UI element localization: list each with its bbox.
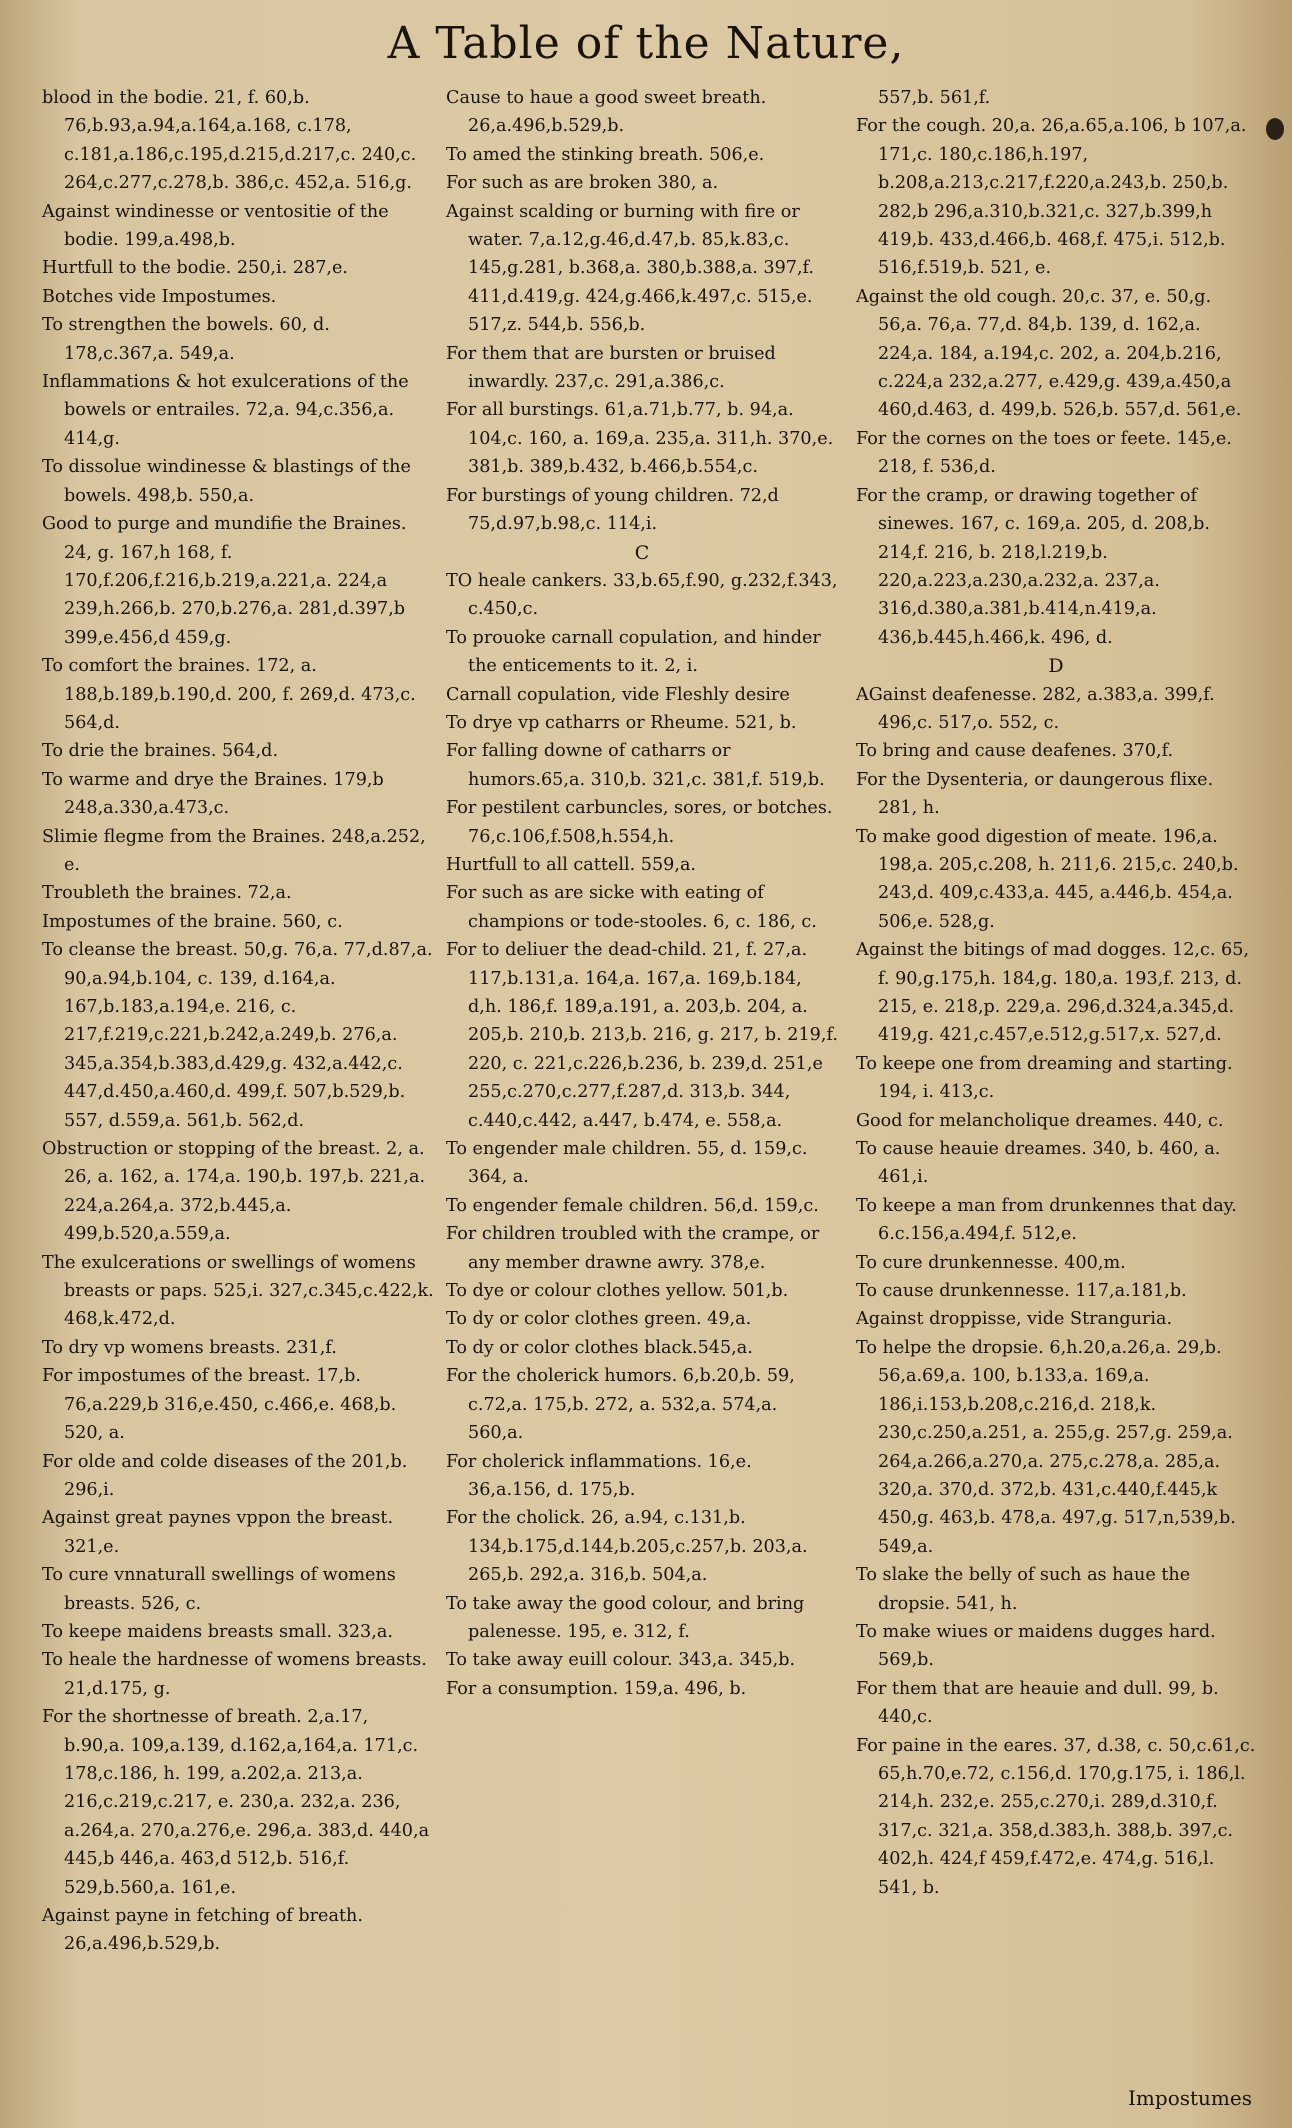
index-entry: To bring and cause deafenes. 370,f. <box>856 741 1174 762</box>
index-entry: For pestilent carbuncles, sores, or botches. 76,c.106,f.508,h.554,h. <box>446 798 833 847</box>
index-entry: For the cholerick humors. 6,b.20,b. 59, c.72,a. 175,b. 272, a. 532,a. 574,a. 560,a. <box>446 1366 795 1444</box>
index-entry: Against the bitings of mad dogges. 12,c. 65, f. 90,g.175,h. 184,g. 180,a. 193,f. 213, d. 215, e. 218,p. 229,a. 296,d.324,a.345,d. 419,g. 421,c.457,e.512,g.517,x. 527,d. <box>856 940 1250 1046</box>
index-entry: The exulcerations or swellings of womens breasts or paps. 525,i. 327,c.345,c.422,k. 468,k.472,d. <box>42 1252 434 1330</box>
index-entry: To dy or color clothes black.545,a. <box>446 1337 753 1358</box>
index-entry: To cause drunkennesse. 117,a.181,b. <box>856 1281 1187 1302</box>
index-entry: Hurtfull to all cattell. 559,a. <box>446 854 697 875</box>
index-entry: To prouoke carnall copulation, and hinder the enticements to it. 2, i. <box>446 627 821 677</box>
index-entry: Against payne in fetching of breath. 26,a.496,b.529,b. <box>42 1906 363 1955</box>
index-entry: To engender female children. 56,d. 159,c. <box>446 1195 819 1216</box>
index-entry: Against droppisse, vide Stranguria. <box>856 1309 1173 1330</box>
index-entry: To dry vp womens breasts. 231,f. <box>42 1337 337 1358</box>
index-entry: Inflammations & hot exulcerations of the bowels or entrailes. 72,a. 94,c.356,a. 414,g. <box>42 372 409 449</box>
index-entry: For cholerick inflammations. 16,e. 36,a.156, d. 175,b. <box>446 1451 752 1500</box>
index-entry: For olde and colde diseases of the 201,b. 296,i. <box>42 1451 408 1500</box>
index-entry: For all burstings. 61,a.71,b.77, b. 94,a. 104,c. 160, a. 169,a. 235,a. 311,h. 370,e. 381,b. 389,b.432, b.466,b.554,c. <box>446 400 834 478</box>
index-entry: To engender male children. 55, d. 159,c. 364, a. <box>446 1139 808 1188</box>
index-entry: To warme and drye the Braines. 179,b 248,a.330,a.473,c. <box>42 769 384 819</box>
index-entry: Against scalding or burning with fire or water. 7,a.12,g.46,d.47,b. 85,k.83,c. 145,g.281, b.368,a. 380,b.388,a. 397,f. 411,d.419,g. 424,g.466,k.497,c. 515,e. 517,z. 544,b. 556,b. <box>446 201 815 336</box>
index-entry: To make good digestion of meate. 196,a. 198,a. 205,c.208, h. 211,6. 215,c. 240,b. 243,d. 409,c.433,a. 445, a.446,b. 454,a. 506,e. 528,g. <box>856 826 1239 932</box>
index-entry: To take away euill colour. 343,a. 345,b. <box>446 1650 796 1671</box>
index-entry: To take away the good colour, and bring palenesse. 195, e. 312, f. <box>446 1593 805 1642</box>
section-letter: D <box>1048 655 1064 678</box>
index-entry: Against the old cough. 20,c. 37, e. 50,g. 56,a. 76,a. 77,d. 84,b. 139, d. 162,a. 224,a. 184, a.194,c. 202, a. 204,b.216, c.224,a 232,a.277, e.429,g. 439,a.450,a 460,d.463, d. 499,b. 526,b. 557,d. 561,e. <box>856 286 1242 421</box>
index-entry: Against windinesse or ventositie of the bodie. 199,a.498,b. <box>42 201 389 251</box>
index-entry: To drie the braines. 564,d. <box>42 741 279 762</box>
index-entry: To keepe one from dreaming and starting. 194, i. 413,c. <box>856 1053 1233 1103</box>
index-entry: To cause heauie dreames. 340, b. 460, a. 461,i. <box>856 1139 1221 1188</box>
index-entry: Impostumes of the braine. 560, c. <box>42 911 343 932</box>
index-entry: For the shortnesse of breath. 2,a.17, b.90,a. 109,a.139, d.162,a,164,a. 171,c. 178,c.186, h. 199, a.202,a. 213,a. 216,c.219,c.217, e. 230,a. 232,a. 236, a.264,a. 270,a.276,e. 296,a. 383,d. 440,a 445,b 446,a. 463,d 512,b. 516,f. 529,b.560,a. 161,e. <box>42 1707 430 1898</box>
index-entry: For paine in the eares. 37, d.38, c. 50,c.61,c. 65,h.70,e.72, c.156,d. 170,g.175, i. 186,l. 214,h. 232,e. 255,c.270,i. 289,d.310,f. 317,c. 321,a. 358,d.383,h. 388,b. 397,c. 402,h. 424,f 459,f.472,e. 474,g. 516,l. 541, b. <box>856 1735 1256 1898</box>
index-entry: For them that are bursten or bruised inwardly. 237,c. 291,a.386,c. <box>446 343 776 393</box>
index-entry: Troubleth the braines. 72,a. <box>42 883 292 904</box>
index-entry: For burstings of young children. 72,d 75,d.97,b.98,c. 114,i. <box>446 485 779 535</box>
index-entry: For a consumption. 159,a. 496, b. <box>446 1678 747 1699</box>
catchword: Impostumes <box>1128 2086 1252 2110</box>
index-entry: Good to purge and mundifie the Braines. 24, g. 167,h 168, f. 170,f.206,f.216,b.219,a.221,a. 224,a 239,h.266,b. 270,b.276,a. 281,d.397,b 399,e.456,d 459,g. <box>42 514 407 648</box>
index-entry: Slimie flegme from the Braines. 248,a.252, e. <box>42 826 426 875</box>
index-entry: For such as are sicke with eating of champions or tode-stooles. 6, c. 186, c. <box>446 883 817 932</box>
index-entry: For such as are broken 380, a. <box>446 173 719 194</box>
index-entry: To make wiues or maidens dugges hard. 569,b. <box>856 1621 1216 1671</box>
index-entry: For children troubled with the crampe, or any member drawne awry. 378,e. <box>446 1224 820 1273</box>
index-entry: To heale the hardnesse of womens breasts. 21,d.175, g. <box>42 1650 427 1699</box>
index-entry: AGainst deafenesse. 282, a.383,a. 399,f. 496,c. 517,o. 552, c. <box>856 684 1215 733</box>
index-entry: For them that are heauie and dull. 99, b. 440,c. <box>856 1678 1219 1728</box>
index-entry: For the cholick. 26, a.94, c.131,b. 134,b.175,d.144,b.205,c.257,b. 203,a. 265,b. 292,a. 316,b. 504,a. <box>446 1508 808 1586</box>
column-3 <box>856 84 1256 1902</box>
index-entry: For the cornes on the toes or feete. 145,e. 218, f. 536,d. <box>856 428 1232 478</box>
section-letter: C <box>634 541 650 564</box>
column-2 <box>446 84 838 1703</box>
index-entry: Obstruction or stopping of the breast. 2, a. 26, a. 162, a. 174,a. 190,b. 197,b. 221,a. 224,a.264,a. 372,b.445,a. 499,b.520,a.559,a. <box>42 1139 426 1245</box>
index-entry: To cure drunkennesse. 400,m. <box>856 1252 1126 1273</box>
index-entry: To cleanse the breast. 50,g. 76,a. 77,d.87,a. 90,a.94,b.104, c. 139, d.164,a. 167,b.183,a.194,e. 216, c. 217,f.219,c.221,b.242,a.249,b. 276,a. 345,a.354,b.383,d.429,g. 432,a.442,c. 447,d.450,a.460,d. 499,f. 507,b.529,b. 557, d.559,a. 561,b. 562,d. <box>42 940 433 1131</box>
column-1 <box>42 84 434 1959</box>
index-entry: Cause to haue a good sweet breath. 26,a.496,b.529,b. <box>446 88 767 137</box>
index-entry: To cure vnnaturall swellings of womens breasts. 526, c. <box>42 1565 396 1614</box>
index-entry: To keepe a man from drunkennes that day. 6.c.156,a.494,f. 512,e. <box>856 1195 1237 1245</box>
index-entry: 557,b. 561,f. <box>878 88 991 108</box>
page-header: A Table of the Nature, <box>387 18 905 69</box>
index-entry: TO heale cankers. 33,b.65,f.90, g.232,f.343, c.450,c. <box>446 570 838 620</box>
index-entry: Botches vide Impostumes. <box>42 286 277 307</box>
binding-edge-mark <box>1266 118 1284 140</box>
index-entry: To helpe the dropsie. 6,h.20,a.26,a. 29,b. 56,a.69,a. 100, b.133,a. 169,a. 186,i.153,b.208,c.216,d. 218,k. 230,c.250,a.251, a. 255,g. 257,g. 259,a. 264,a.266,a.270,a. 275,c.278,a. 285,a. 320,a. 370,d. 372,b. 431,c.440,f.445,k 450,g. 463,b. 478,a. 497,g. 517,n,539,b. 549,a. <box>856 1337 1236 1557</box>
index-entry: Carnall copulation, vide Fleshly desire <box>446 684 790 705</box>
index-entry: To drye vp catharrs or Rheume. 521, b. <box>446 712 797 733</box>
index-entry: To slake the belly of such as haue the dropsie. 541, h. <box>856 1565 1191 1614</box>
index-entry: Good for melancholique dreames. 440, c. <box>856 1110 1224 1131</box>
index-entry: To amed the stinking breath. 506,e. <box>446 144 765 165</box>
index-entry: To keepe maidens breasts small. 323,a. <box>42 1621 393 1642</box>
index-entry: For the cough. 20,a. 26,a.65,a.106, b 107,a. 171,c. 180,c.186,h.197, b.208,a.213,c.217,f.220,a.243,b. 250,b. 282,b 296,a.310,b.321,c. 327,b.399,h 419,b. 433,d.466,b. 468,f. 475,i. 512,b. 516,f.519,b. 521, e. <box>856 116 1247 279</box>
index-entry: For to deliuer the dead-child. 21, f. 27,a. 117,b.131,a. 164,a. 167,a. 169,b.184, d,h. 186,f. 189,a.191, a. 203,b. 204, a. 205,b. 210,b. 213,b. 216, g. 217, b. 219,f. 220, c. 221,c.226,b.236, b. 239,d. 251,e 255,c.270,c.277,f.287,d. 313,b. 344, c.440,c.442, a.447, b.474, e. 558,a. <box>446 940 838 1131</box>
index-entry: Against great paynes vppon the breast. 321,e. <box>42 1508 394 1557</box>
index-entry: For impostumes of the breast. 17,b. 76,a.229,b 316,e.450, c.466,e. 468,b. 520, a. <box>42 1366 397 1444</box>
index-entry: For falling downe of catharrs or humors.65,a. 310,b. 321,c. 381,f. 519,b. <box>446 741 825 790</box>
index-entry: To dy or color clothes green. 49,a. <box>446 1309 752 1330</box>
index-entry: To comfort the braines. 172, a. 188,b.189,b.190,d. 200, f. 269,d. 473,c. 564,d. <box>42 656 416 733</box>
index-entry: To strengthen the bowels. 60, d. 178,c.367,a. 549,a. <box>42 315 330 364</box>
index-entry: blood in the bodie. 21, f. 60,b. 76,b.93,a.94,a.164,a.168, c.178, c.181,a.186,c.195,d.215,d.217,c. 240,c. 264,c.277,c.278,b. 386,c. 452,a. 516,g. <box>42 88 417 194</box>
index-entry: To dissolue windinesse & blastings of the bowels. 498,b. 550,a. <box>42 457 411 506</box>
index-entry: For the Dysenteria, or daungerous flixe. 281, h. <box>856 769 1214 819</box>
index-entry: For the cramp, or drawing together of sinewes. 167, c. 169,a. 205, d. 208,b. 214,f. 216, b. 218,l.219,b. 220,a.223,a.230,a.232,a. 237,a. 316,d.380,a.381,b.414,n.419,a. 436,b.445,h.466,k. 496, d. <box>856 485 1210 648</box>
index-entry: Hurtfull to the bodie. 250,i. 287,e. <box>42 258 349 279</box>
index-entry: To dye or colour clothes yellow. 501,b. <box>446 1281 789 1302</box>
